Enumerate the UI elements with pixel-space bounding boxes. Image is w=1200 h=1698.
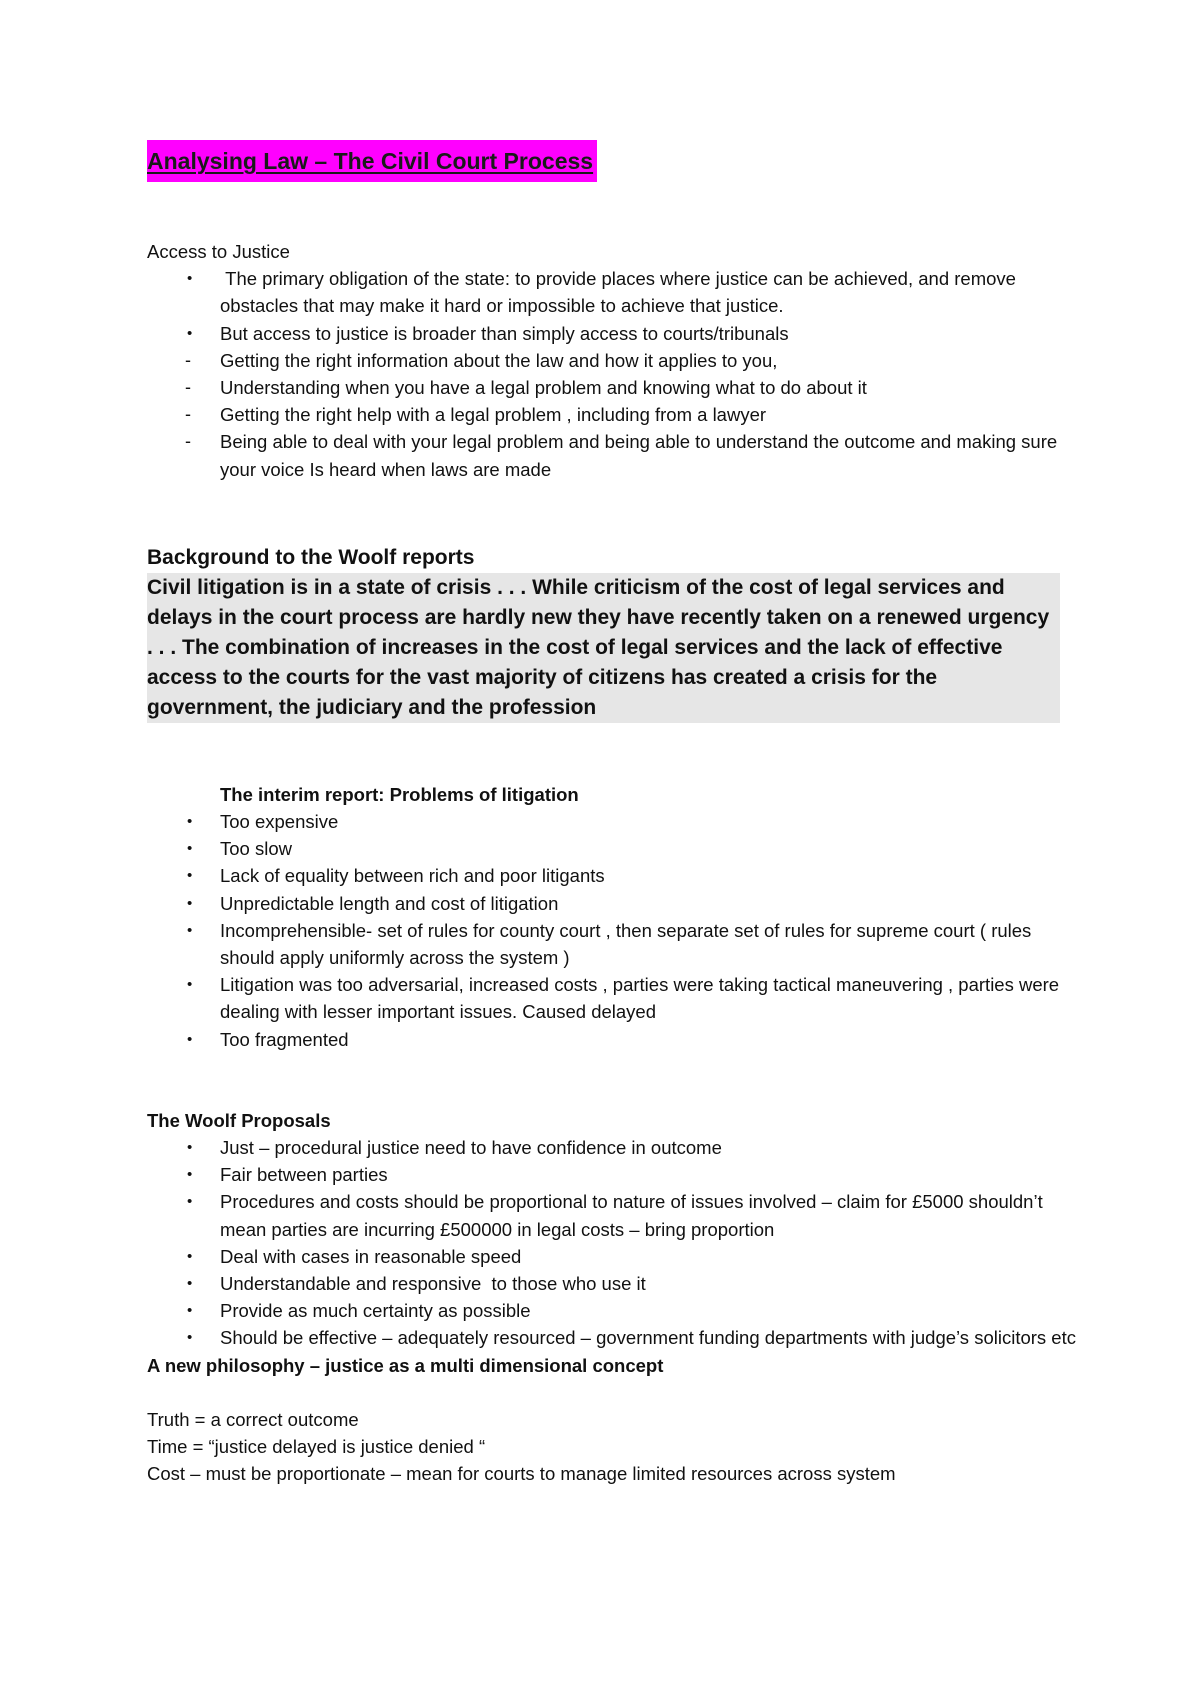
list-item xyxy=(147,401,1077,428)
bullet-marker: • xyxy=(187,813,193,831)
list-item xyxy=(147,1161,1077,1188)
list-item-text: Too slow xyxy=(220,838,292,860)
dash-marker: - xyxy=(185,349,191,370)
spacer xyxy=(147,723,1077,781)
document-page xyxy=(147,140,1077,1488)
dash-marker: - xyxy=(185,377,191,398)
list-item-text: Getting the right help with a legal problem , including from a lawyer xyxy=(220,404,767,426)
list-item-text: Understanding when you have a legal problem and knowing what to do about it xyxy=(220,377,867,399)
list-item-text: Procedures and costs should be proportional to nature of issues involved – claim for £5000 shouldn’t mean parties are incurring £500000 in legal costs – bring proportion xyxy=(220,1191,1043,1240)
bullet-marker: • xyxy=(187,1139,193,1157)
list-item-text: Understandable and responsive to those who use it xyxy=(220,1273,646,1295)
spacer xyxy=(147,1053,1077,1107)
list-item-text: Provide as much certainty as possible xyxy=(220,1300,531,1322)
list-item xyxy=(147,1188,1077,1242)
philosophy-truth: Truth = a correct outcome xyxy=(147,1408,359,1430)
bullet-marker: • xyxy=(187,1030,193,1048)
philosophy-time: Time = “justice delayed is justice denied “ xyxy=(147,1436,486,1458)
list-item-text: Incomprehensible- set of rules for county court , then separate set of rules for supreme court ( rules should apply uniformly across the system ) xyxy=(220,919,1032,969)
list-item xyxy=(147,428,1077,482)
list-item-text: Litigation was too adversarial, increased costs , parties were taking tactical maneuvering , parties were dealing with lesser important issues. Caused delayed xyxy=(220,974,1060,1023)
list-item-text: Lack of equality between rich and poor litigants xyxy=(220,865,605,887)
list-item-text: Fair between parties xyxy=(220,1164,388,1186)
dash-marker: - xyxy=(185,431,191,452)
bullet-marker: • xyxy=(187,840,193,858)
interim-report-section xyxy=(147,781,1077,1053)
list-item xyxy=(147,1270,1077,1297)
philosophy-section xyxy=(147,1352,1077,1488)
list-item xyxy=(147,862,1077,889)
bullet-marker: • xyxy=(187,921,193,939)
spacer xyxy=(147,1379,1077,1406)
list-item xyxy=(147,1243,1077,1270)
list-item xyxy=(147,971,1077,1025)
bullet-marker: • xyxy=(187,867,193,885)
page-title: Analysing Law – The Civil Court Process xyxy=(147,140,597,182)
bullet-marker: • xyxy=(187,976,193,994)
list-item-text: Getting the right information about the law and how it applies to you, xyxy=(220,349,778,371)
bullet-marker: • xyxy=(187,324,193,342)
list-item-text: Should be effective – adequately resourced – government funding departments with judge’s solicitors etc xyxy=(220,1327,1076,1349)
list-item-text: Unpredictable length and cost of litigation xyxy=(220,892,559,914)
list-item-text: Just – procedural justice need to have confidence in outcome xyxy=(220,1137,722,1159)
list-item-text: But access to justice is broader than simply access to courts/tribunals xyxy=(220,322,789,344)
woolf-background-heading: Background to the Woolf reports xyxy=(147,545,475,569)
woolf-quote: Civil litigation is in a state of crisis . . . While criticism of the cost of legal services and delays in the court process are hardly new they have recently taken on a renewed urgency . . . The combination of increases in the cost of legal services and the lack of effective access to the courts for the vast majority of citizens has created a crisis for the government, the judiciary and the profession xyxy=(147,573,1060,723)
list-item xyxy=(147,835,1077,862)
philosophy-cost: Cost – must be proportionate – mean for courts to manage limited resources across system xyxy=(147,1463,896,1485)
bullet-marker: • xyxy=(187,1302,193,1320)
list-item xyxy=(147,320,1077,347)
bullet-marker: • xyxy=(187,270,193,288)
list-item xyxy=(147,1297,1077,1324)
list-item-text: Being able to deal with your legal problem and being able to understand the outcome and making sure your voice Is heard when laws are made xyxy=(220,431,1058,480)
list-item-text: Too expensive xyxy=(220,811,339,833)
list-item-text: Deal with cases in reasonable speed xyxy=(220,1245,522,1267)
bullet-marker: • xyxy=(187,894,193,912)
bullet-marker: • xyxy=(187,1329,193,1347)
list-item xyxy=(147,265,1077,319)
list-item-text: The primary obligation of the state: to provide places where justice can be achieved, and remove obstacles that may make it hard or impossible to achieve that justice. xyxy=(220,268,1022,317)
list-item xyxy=(147,374,1077,401)
list-item xyxy=(147,1324,1077,1351)
list-item xyxy=(147,1134,1077,1161)
bullet-marker: • xyxy=(187,1247,193,1265)
dash-marker: - xyxy=(185,404,191,425)
interim-heading: The interim report: Problems of litigation xyxy=(220,783,579,805)
title-wrapper xyxy=(147,140,1077,182)
list-item xyxy=(147,347,1077,374)
spacer xyxy=(147,483,1077,543)
list-item xyxy=(147,1026,1077,1053)
woolf-background-section xyxy=(147,543,1077,723)
list-item-text: Too fragmented xyxy=(220,1028,349,1050)
woolf-proposals-section xyxy=(147,1107,1077,1352)
list-item xyxy=(147,917,1077,971)
bullet-marker: • xyxy=(187,1275,193,1293)
list-item xyxy=(147,890,1077,917)
philosophy-heading: A new philosophy – justice as a multi dimensional concept xyxy=(147,1354,664,1376)
bullet-marker: • xyxy=(187,1193,193,1211)
access-heading: Access to Justice xyxy=(147,241,290,262)
list-item xyxy=(147,808,1077,835)
bullet-marker: • xyxy=(187,1166,193,1184)
proposals-heading: The Woolf Proposals xyxy=(147,1109,331,1131)
access-to-justice-section xyxy=(147,238,1077,483)
